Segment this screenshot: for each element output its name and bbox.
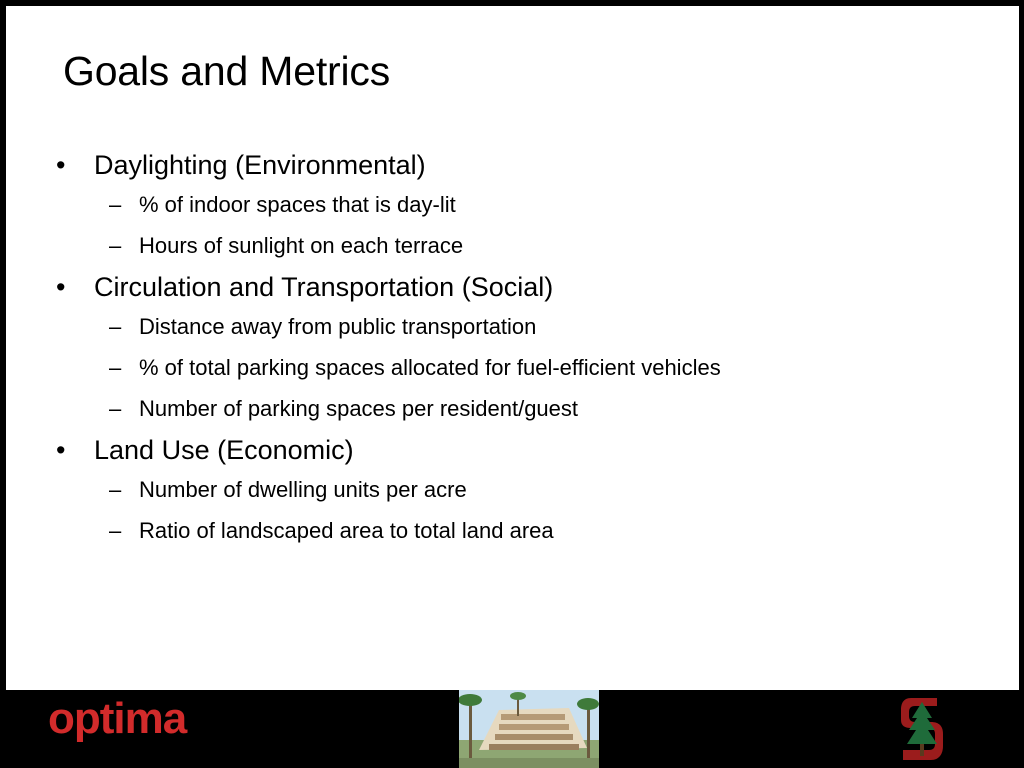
bullet-item — [0, 150, 721, 190]
stanford-s-tree-logo — [897, 694, 947, 764]
sub-bullet-item — [0, 190, 721, 231]
bullet-symbol: • — [56, 435, 66, 465]
bullet-item — [0, 272, 721, 312]
dash-symbol: – — [109, 314, 122, 339]
sub-bullet-text: Number of parking spaces per resident/guest — [139, 396, 579, 421]
slide-title: Goals and Metrics — [63, 48, 391, 94]
bullet-heading: Circulation and Transportation (Social) — [94, 272, 554, 302]
dash-symbol: – — [109, 396, 122, 421]
sub-bullet-text: % of indoor spaces that is day-lit — [139, 192, 456, 217]
sub-bullet-text: Hours of sunlight on each terrace — [139, 233, 464, 258]
dash-symbol: – — [109, 192, 122, 217]
sub-bullet-item — [0, 516, 721, 557]
dash-symbol: – — [109, 355, 122, 380]
bullet-list — [0, 150, 721, 557]
sub-bullet-item — [0, 394, 721, 435]
footer-bar — [0, 690, 1024, 768]
bullet-item — [0, 435, 721, 475]
optima-logo: optima — [48, 694, 187, 743]
sub-bullet-text: Number of dwelling units per acre — [139, 477, 467, 502]
bullet-heading: Land Use (Economic) — [94, 435, 354, 465]
dash-symbol: – — [109, 518, 122, 543]
bullet-heading: Daylighting (Environmental) — [94, 150, 426, 180]
sub-bullet-item — [0, 231, 721, 272]
sub-bullet-text: Distance away from public transportation — [139, 314, 537, 339]
sub-bullet-text: % of total parking spaces allocated for fuel-efficient vehicles — [139, 355, 721, 380]
sub-bullet-text: Ratio of landscaped area to total land area — [139, 518, 554, 543]
sub-bullet-item — [0, 312, 721, 353]
bullet-symbol: • — [56, 150, 66, 180]
sub-bullet-item — [0, 475, 721, 516]
dash-symbol: – — [109, 233, 122, 258]
stanford-logo-icon — [897, 694, 947, 764]
building-rendering-image — [459, 690, 599, 768]
building-rendering-icon — [459, 690, 599, 768]
sub-bullet-item — [0, 353, 721, 394]
dash-symbol: – — [109, 477, 122, 502]
bullet-symbol: • — [56, 272, 66, 302]
